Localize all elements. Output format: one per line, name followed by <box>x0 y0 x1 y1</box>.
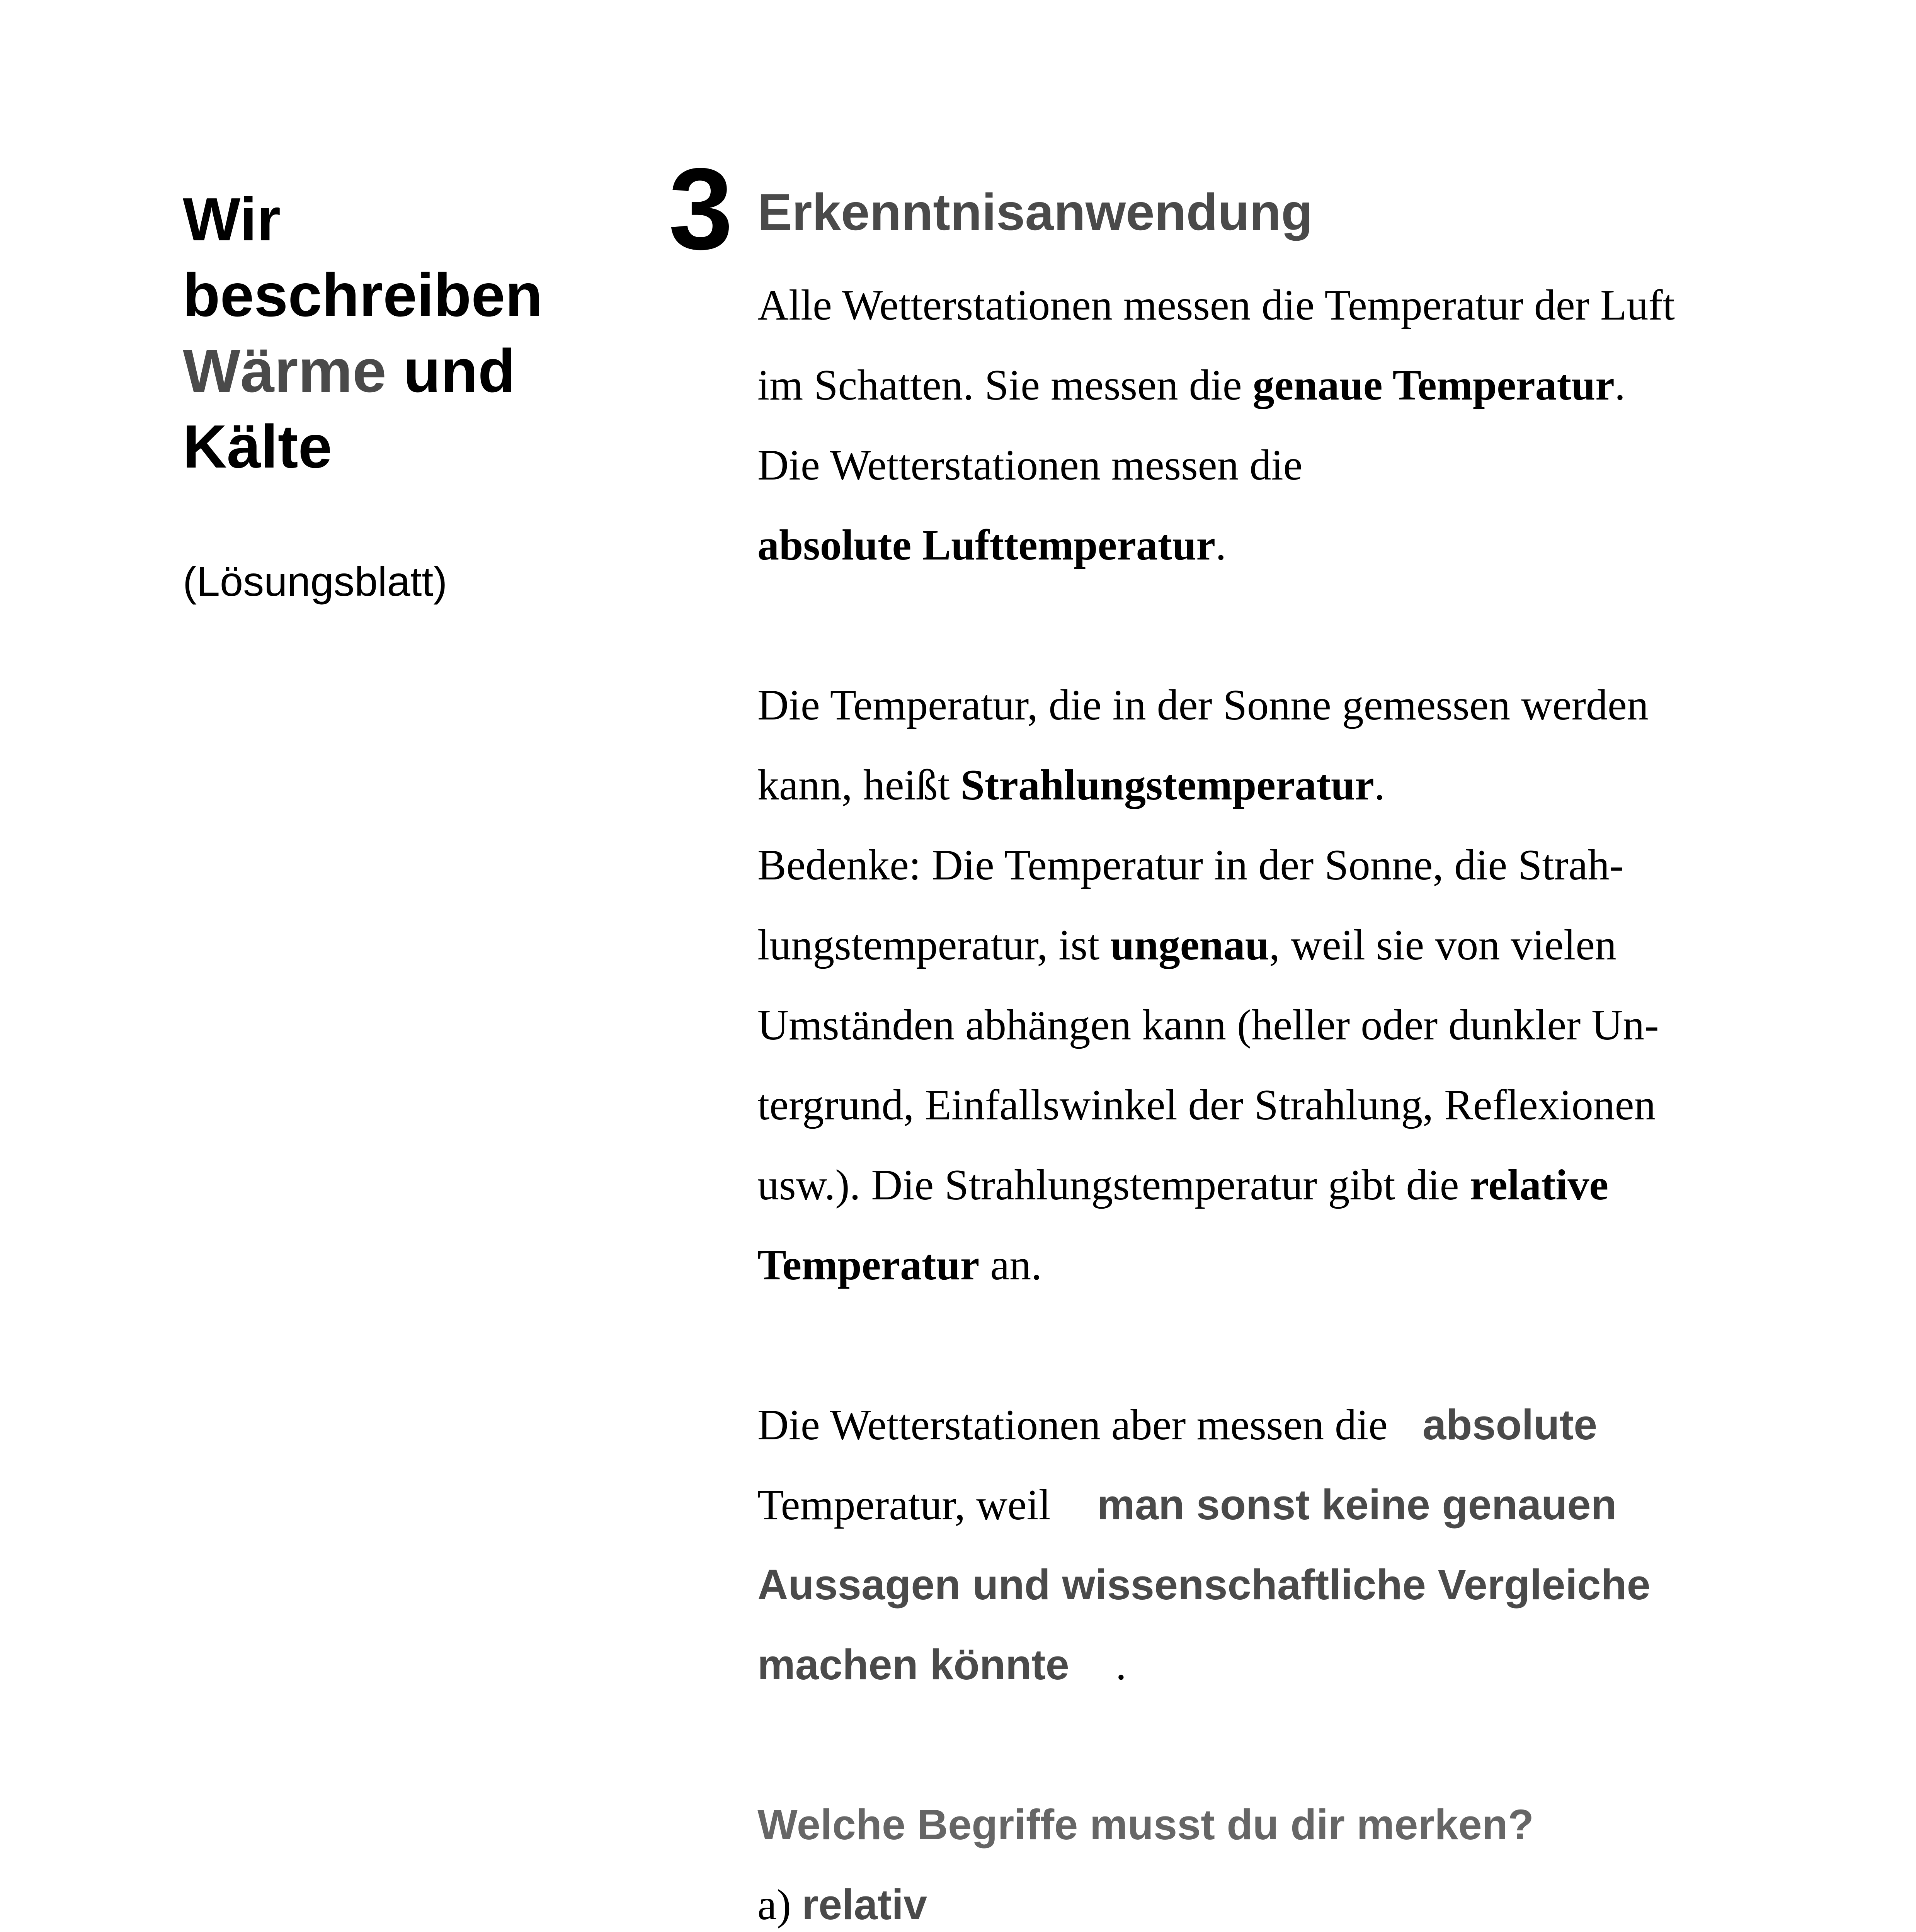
terms-question <box>757 1800 1534 1850</box>
title-word-waerme: Wärme <box>183 337 386 405</box>
para2-line7-text: usw.). Die Strahlungstemperatur gibt die <box>757 1161 1470 1209</box>
para1-bold-genaue-temperatur: genaue Temperatur <box>1252 361 1615 409</box>
para2-bold-ungenau: ungenau <box>1110 921 1269 969</box>
para2-line7 <box>757 1160 1608 1210</box>
para3-line2-text: Temperatur, weil <box>757 1481 1051 1529</box>
para3-line1 <box>757 1400 1597 1450</box>
para2-line4-text: lungstemperatur, ist <box>757 921 1111 969</box>
para3-line3 <box>757 1560 1651 1610</box>
para2-bold-relative: relative <box>1470 1161 1609 1209</box>
para1-line4-end: . <box>1215 521 1227 569</box>
para3-line1-text: Die Wetterstationen aber messen die <box>757 1401 1388 1449</box>
para2-line1: Die Temperatur, die in der Sonne gemessen werden <box>757 681 1649 729</box>
answer-reason-part2: Aussagen und wissenschaftliche Vergleiche <box>757 1561 1651 1609</box>
section-title: Erkenntnisanwendung <box>757 184 1313 241</box>
para2-line5: Umständen abhängen kann (heller oder dunkler Un- <box>757 1001 1659 1049</box>
para2-line3: Bedenke: Die Temperatur in der Sonne, die Strah- <box>757 841 1624 889</box>
title-line-3 <box>183 333 647 409</box>
para1-line2 <box>757 360 1625 410</box>
term-letter-a: a) <box>757 1881 791 1929</box>
para1-line4 <box>757 520 1226 570</box>
term-answer-relativ: relativ <box>802 1881 927 1929</box>
para2-line4 <box>757 920 1617 970</box>
para2-line2 <box>757 760 1385 810</box>
para2-line2-text: kann, heißt <box>757 761 961 809</box>
answer-reason-part3: machen könnte <box>757 1641 1069 1689</box>
worksheet-title <box>183 182 647 485</box>
para2-line8 <box>757 1240 1042 1290</box>
para1-line2-end: . <box>1614 361 1625 409</box>
title-word-und: und <box>386 337 516 405</box>
answer-absolute: absolute <box>1423 1401 1598 1449</box>
para1-line2-text: im Schatten. Sie messen die <box>757 361 1253 409</box>
para3-line2 <box>757 1480 1617 1530</box>
para2-line6: tergrund, Einfallswinkel der Strahlung, Reflexionen <box>757 1081 1656 1129</box>
para1-line3: Die Wetterstationen messen die <box>757 441 1303 489</box>
para2-line2-end: . <box>1374 761 1385 809</box>
title-line-2: beschreiben <box>183 261 543 329</box>
term-item-a <box>757 1880 927 1930</box>
title-line-1: Wir <box>183 185 281 253</box>
para2-bold-temperatur: Temperatur <box>757 1241 980 1289</box>
para1-line1: Alle Wetterstationen messen die Temperatur der Luft <box>757 281 1675 329</box>
para3-line4 <box>757 1640 1126 1690</box>
para2-bold-strahlungstemperatur: Strahlungstemperatur <box>960 761 1374 809</box>
title-line-4: Kälte <box>183 413 332 481</box>
answer-reason-part1: man sonst keine genauen <box>1097 1481 1617 1529</box>
section-number: 3 <box>669 144 733 274</box>
worksheet-subtitle: (Lösungsblatt) <box>183 558 448 605</box>
para1-bold-absolute-lufttemperatur: absolute Lufttemperatur <box>757 521 1216 569</box>
para3-line4-end: . <box>1115 1641 1126 1689</box>
terms-question-text: Welche Begriffe musst du dir merken? <box>757 1801 1534 1849</box>
para2-line4-end: , weil sie von vielen <box>1269 921 1617 969</box>
para2-line8-end: an. <box>979 1241 1042 1289</box>
